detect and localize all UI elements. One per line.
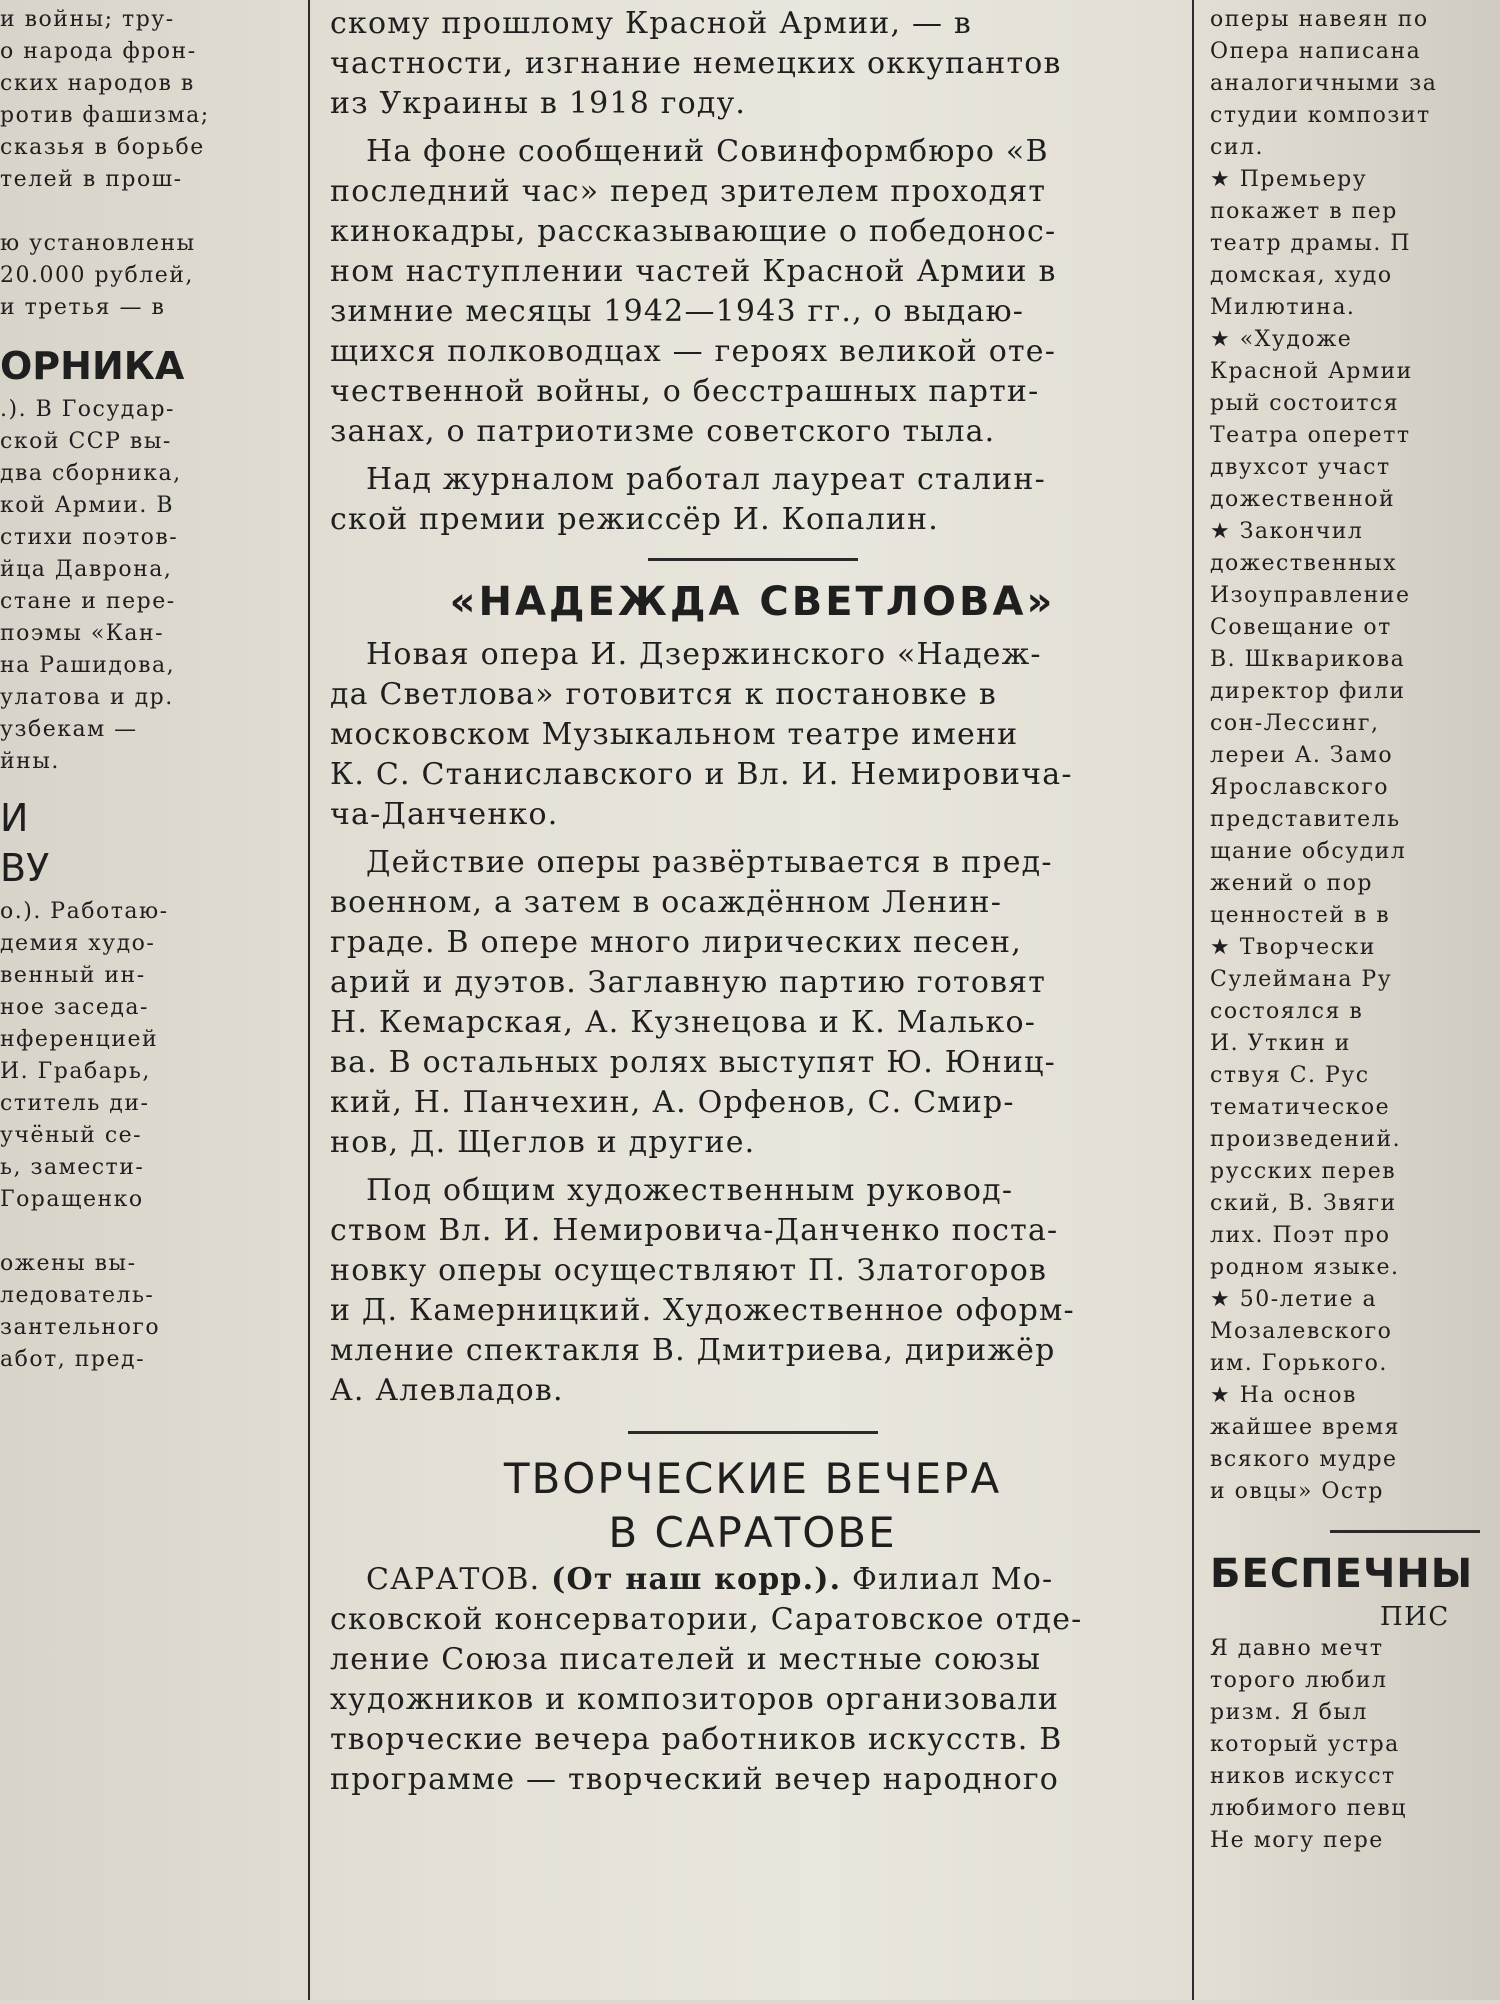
right-column-subheading: ПИС (1380, 1602, 1450, 1632)
text-line: зимние месяцы 1942—1943 гг., о выдаю- (330, 294, 1025, 329)
text-line: арий и дуэтов. Заглавную партию готовят (330, 965, 1047, 1000)
text-line: двухсот участ (1210, 455, 1391, 480)
text-line: 20.000 рублей, (0, 263, 194, 288)
text-line: ★ Закончил (1210, 519, 1364, 544)
text-line: из Украины в 1918 году. (330, 86, 747, 121)
text-line: Сулеймана Ру (1210, 967, 1393, 992)
text-line: сон-Лессинг, (1210, 711, 1380, 736)
text-line: .). В Государ- (0, 397, 175, 422)
column-rule-right (1192, 0, 1194, 2000)
opera-paragraph-1 (330, 635, 1175, 835)
text-line: ление Союза писателей и местные союзы (330, 1642, 1042, 1677)
text-line: занах, о патриотизме советского тыла. (330, 414, 996, 449)
text-line: Красной Армии (1210, 359, 1413, 384)
text-line: йны. (0, 749, 60, 774)
intro-paragraph (330, 4, 1175, 124)
text-line: Под общим художественным руковод- (366, 1173, 1014, 1208)
article-title-saratov-line2: В САРАТОВЕ (608, 1508, 897, 1557)
text-line: ститель ди- (0, 1091, 150, 1116)
left-column-heading: ОРНИКА (0, 344, 185, 388)
text-line: ствуя С. Рус (1210, 1063, 1370, 1088)
text-line: улатова и др. (0, 685, 174, 710)
text-line: Действие оперы развёртывается в пред- (366, 845, 1053, 880)
text-line: стане и пере- (0, 589, 176, 614)
text-line: ★ 50-летие а (1210, 1287, 1378, 1312)
text-line: ской премии режиссёр И. Копалин. (330, 502, 939, 537)
text-line: венный ин- (0, 963, 146, 988)
text-line: демия худо- (0, 931, 156, 956)
text-line: кой Армии. В (0, 493, 174, 518)
text-line: директор фили (1210, 679, 1406, 704)
text-line: дожественных (1210, 551, 1398, 576)
text-line: Новая опера И. Дзержинского «Надеж- (366, 637, 1042, 672)
text-line: И. Грабарь, (0, 1059, 151, 1084)
text-line: В. Шкварикова (1210, 647, 1406, 672)
text-line: абот, пред- (0, 1347, 146, 1372)
text-line: который устра (1210, 1732, 1400, 1757)
article-title-saratov-line1: ТВОРЧЕСКИЕ ВЕЧЕРА (503, 1454, 1002, 1503)
text-line: Ярославского (1210, 775, 1389, 800)
text-line: русских перев (1210, 1159, 1397, 1184)
saratov-first-line-rest: Филиал Мо- (852, 1562, 1054, 1597)
text-line: частности, изгнание немецких оккупантов (330, 46, 1062, 81)
text-line: театр драмы. П (1210, 231, 1412, 256)
text-line: Горащенко (0, 1187, 144, 1212)
text-line: ских народов в (0, 71, 195, 96)
text-line: лереи А. Замо (1210, 743, 1394, 768)
text-line: на Рашидова, (0, 653, 176, 678)
text-line: ★ На основ (1210, 1383, 1357, 1408)
text-line: Изоуправление (1210, 583, 1411, 608)
text-line: кинокадры, рассказывающие о победонос- (330, 214, 1057, 249)
text-line: Милютина. (1210, 295, 1356, 320)
saratov-dateline: САРАТОВ. (366, 1562, 541, 1597)
text-line: оперы навеян по (1210, 7, 1429, 32)
text-line: родном языке. (1210, 1255, 1400, 1280)
text-line: ством Вл. И. Немировича-Данченко поста- (330, 1213, 1059, 1248)
text-line: щихся полководцах — героях великой оте- (330, 334, 1057, 369)
right-separator (1330, 1530, 1480, 1533)
column-rule-left (308, 0, 310, 2000)
text-line: нов, Д. Щеглов и другие. (330, 1125, 756, 1160)
left-column-bottom-text (0, 896, 300, 1376)
text-line: творческие вечера работников искусств. В (330, 1722, 1063, 1757)
text-line: дожественной (1210, 487, 1396, 512)
text-line: тематическое (1210, 1095, 1391, 1120)
text-line: сил. (1210, 135, 1264, 160)
text-line: ь, замести- (0, 1155, 145, 1180)
text-line: Опера написана (1210, 39, 1422, 64)
text-line: ное заседа- (0, 995, 149, 1020)
text-line: ценностей в в (1210, 903, 1391, 928)
text-line: Я давно мечт (1210, 1636, 1384, 1661)
text-line: учёный се- (0, 1123, 143, 1148)
text-line: Мозалевского (1210, 1319, 1393, 1344)
right-column-heading: БЕСПЕЧНЫ (1210, 1551, 1474, 1597)
left-column-subheading-2: ВУ (0, 846, 50, 890)
left-column-subheading-1: И (0, 796, 29, 840)
saratov-paragraph (330, 1600, 1175, 1800)
text-line: телей в прош- (0, 167, 183, 192)
text-line: ча-Данченко. (330, 797, 559, 832)
text-line: ★ Творчески (1210, 935, 1376, 960)
text-line: щание обсудил (1210, 839, 1407, 864)
right-column (1210, 0, 1500, 2004)
text-line: и овцы» Остр (1210, 1479, 1385, 1504)
text-line: лих. Поэт про (1210, 1223, 1391, 1248)
text-line: чественной войны, о бесстрашных парти- (330, 374, 1040, 409)
right-column-bottom-text (1210, 1633, 1500, 1857)
text-line: На фоне сообщений Совинформбюро «В (366, 134, 1049, 169)
text-line: состоялся в (1210, 999, 1364, 1024)
text-line: ротив фашизма; (0, 103, 210, 128)
text-line: военном, а затем в осаждённом Ленин- (330, 885, 1003, 920)
text-line: ников искусст (1210, 1764, 1396, 1789)
text-line: Н. Кемарская, А. Кузнецова и К. Малько- (330, 1005, 1037, 1040)
text-line: йца Даврона, (0, 557, 173, 582)
left-column-top-text (0, 4, 300, 324)
text-line: зантельного (0, 1315, 161, 1340)
text-line: поэмы «Кан- (0, 621, 165, 646)
text-line: ва. В остальных ролях выступят Ю. Юниц- (330, 1045, 1056, 1080)
left-column (0, 0, 300, 2004)
separator-rule (648, 558, 858, 561)
text-line: кий, Н. Панчехин, А. Орфенов, С. Смир- (330, 1085, 1015, 1120)
text-line: торого любил (1210, 1668, 1388, 1693)
text-line: о.). Работаю- (0, 899, 169, 924)
text-line: и войны; тру- (0, 7, 175, 32)
text-line: два сборника, (0, 461, 182, 486)
text-line: любимого певц (1210, 1796, 1407, 1821)
text-line: жайшее время (1210, 1415, 1400, 1440)
text-line: ледователь- (0, 1283, 155, 1308)
text-line: Совещание от (1210, 615, 1392, 640)
text-line: ★ «Художе (1210, 327, 1353, 352)
opera-paragraph-2 (330, 843, 1175, 1163)
text-line: нференцией (0, 1027, 159, 1052)
separator-rule-2 (628, 1431, 878, 1434)
text-line: московском Музыкальном театре имени (330, 717, 1019, 752)
text-line: жений о пор (1210, 871, 1373, 896)
text-line: И. Уткин и (1210, 1031, 1351, 1056)
text-line: программе — творческий вечер народного (330, 1762, 1060, 1797)
text-line: Театра оперетт (1210, 423, 1411, 448)
text-line: сковской консерватории, Саратовское отде- (330, 1602, 1083, 1637)
text-line: ном наступлении частей Красной Армии в (330, 254, 1057, 289)
text-line: произведений. (1210, 1127, 1402, 1152)
text-line: домская, худо (1210, 263, 1393, 288)
text-line: Не могу пере (1210, 1828, 1384, 1853)
right-column-news-items (1210, 4, 1500, 1508)
text-line: Над журналом работал лауреат сталин- (366, 462, 1046, 497)
text-line: ю установлены (0, 231, 196, 256)
text-line: сказья в борьбе (0, 135, 205, 160)
text-line: покажет в пер (1210, 199, 1398, 224)
newsreel-paragraph (330, 132, 1175, 452)
article-title-nadezhda-svetlova: «НАДЕЖДА СВЕТЛОВА» (449, 579, 1056, 625)
text-line: и Д. Камерницкий. Художественное оформ- (330, 1293, 1075, 1328)
text-line: художников и композиторов организовали (330, 1682, 1060, 1717)
opera-paragraph-3 (330, 1171, 1175, 1411)
text-line: ский, В. Звяги (1210, 1191, 1397, 1216)
text-line: ★ Премьеру (1210, 167, 1368, 192)
text-line: рый состоится (1210, 391, 1400, 416)
text-line: А. Алевладов. (330, 1373, 564, 1408)
text-line: аналогичными за (1210, 71, 1438, 96)
text-line: ожены вы- (0, 1251, 137, 1276)
center-column (330, 0, 1175, 2004)
text-line: им. Горького. (1210, 1351, 1388, 1376)
text-line: К. С. Станиславского и Вл. И. Немировича- (330, 757, 1073, 792)
text-line: граде. В опере много лирических песен, (330, 925, 1022, 960)
text-line: узбекам — (0, 717, 138, 742)
text-line: последний час» перед зрителем проходят (330, 174, 1047, 209)
text-line: представитель (1210, 807, 1401, 832)
text-line: ризм. Я был (1210, 1700, 1368, 1725)
text-line (0, 196, 300, 228)
text-line (0, 1216, 300, 1248)
text-line: ской ССР вы- (0, 429, 172, 454)
text-line: мление спектакля В. Дмитриева, дирижёр (330, 1333, 1056, 1368)
saratov-source: (От наш корр.). (551, 1562, 842, 1597)
text-line: студии композит (1210, 103, 1431, 128)
left-column-middle-text (0, 394, 300, 778)
text-line: всякого мудре (1210, 1447, 1398, 1472)
text-line: новку оперы осуществляют П. Златогоров (330, 1253, 1048, 1288)
director-paragraph (330, 460, 1175, 540)
text-line: да Светлова» готовится к постановке в (330, 677, 997, 712)
text-line: скому прошлому Красной Армии, — в (330, 6, 972, 41)
saratov-first-line (330, 1560, 1175, 1600)
text-line: о народа фрон- (0, 39, 197, 64)
text-line: стихи поэтов- (0, 525, 179, 550)
text-line: и третья — в (0, 295, 166, 320)
